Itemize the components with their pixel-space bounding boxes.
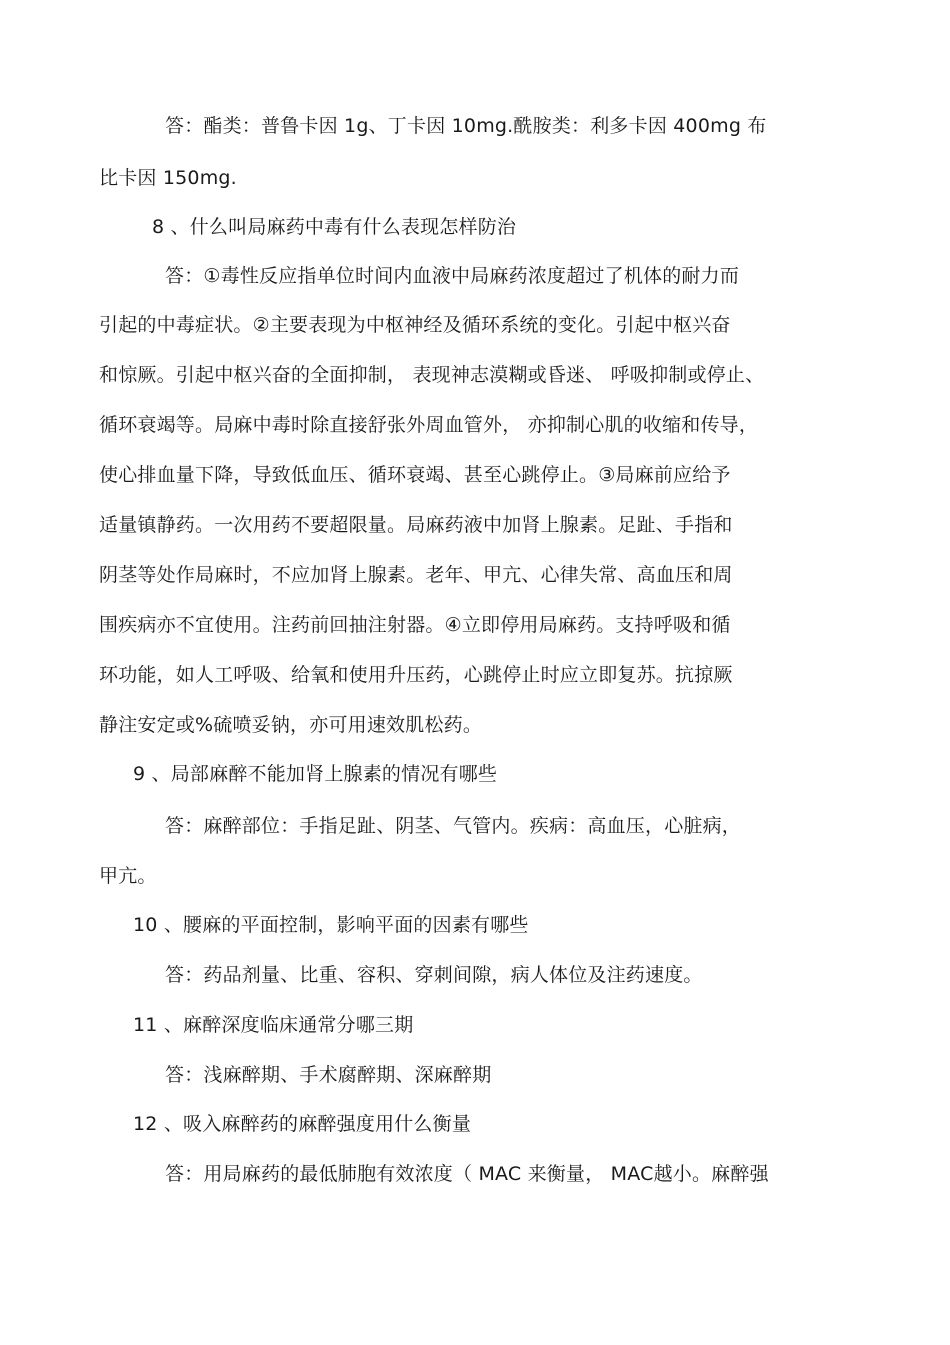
text-line-13: 静注安定或%硫喷妥钠，亦可用速效肌松药。: [99, 714, 483, 736]
text-line-8: 使心排血量下降，导致低血压、循环衰竭、甚至心跳停止。③局麻前应给予: [99, 464, 731, 486]
text-line-18: 答：药品剂量、比重、容积、穿刺间隙，病人体位及注药速度。: [165, 964, 703, 986]
text-line-15: 答：麻醉部位：手指足趾、阴茎、气管内。疾病：高血压，心脏病，: [165, 815, 742, 837]
text-line-20: 答：浅麻醉期、手术腐醉期、深麻醉期: [165, 1064, 492, 1086]
text-line-16: 甲亢。: [99, 865, 157, 887]
text-line-6: 和惊厥。引起中枢兴奋的全面抑制， 表现神志漠糊或昏迷、 呼吸抑制或停止、: [99, 364, 765, 386]
text-line-1: 答：酯类：普鲁卡因 1g、丁卡因 10mg.酰胺类：利多卡因 400mg 布: [165, 115, 767, 137]
text-line-5: 引起的中毒症状。②主要表现为中枢神经及循环系统的变化。引起中枢兴奋: [99, 314, 731, 336]
question-11-heading: 11 、麻醉深度临床通常分哪三期: [133, 1014, 414, 1036]
question-12-heading: 12 、吸入麻醉药的麻醉强度用什么衡量: [133, 1113, 472, 1135]
question-10-heading: 10 、腰麻的平面控制，影响平面的因素有哪些: [133, 914, 529, 936]
text-line-4: 答：①毒性反应指单位时间内血液中局麻药浓度超过了机体的耐力而: [165, 265, 740, 287]
text-line-22: 答：用局麻药的最低肺胞有效浓度（ MAC 来衡量， MAC越小。麻醉强: [165, 1163, 769, 1185]
question-8-heading: 8 、什么叫局麻药中毒有什么表现怎样防治: [152, 216, 517, 238]
text-line-12: 环功能，如人工呼吸、给氧和使用升压药，心跳停止时应立即复苏。抗掠厥: [99, 664, 733, 686]
text-line-2: 比卡因 150mg.: [99, 167, 237, 189]
text-line-10: 阴茎等处作局麻时，不应加肾上腺素。老年、甲亢、心律失常、高血压和周: [99, 564, 733, 586]
text-line-9: 适量镇静药。一次用药不要超限量。局麻药液中加肾上腺素。足趾、手指和: [99, 514, 733, 536]
question-9-heading: 9 、局部麻醉不能加肾上腺素的情况有哪些: [133, 763, 498, 785]
text-line-11: 围疾病亦不宜使用。注药前回抽注射器。④立即停用局麻药。支持呼吸和循: [99, 614, 731, 636]
text-line-7: 循环衰竭等。局麻中毒时除直接舒张外周血管外， 亦抑制心肌的收缩和传导，: [99, 414, 759, 436]
